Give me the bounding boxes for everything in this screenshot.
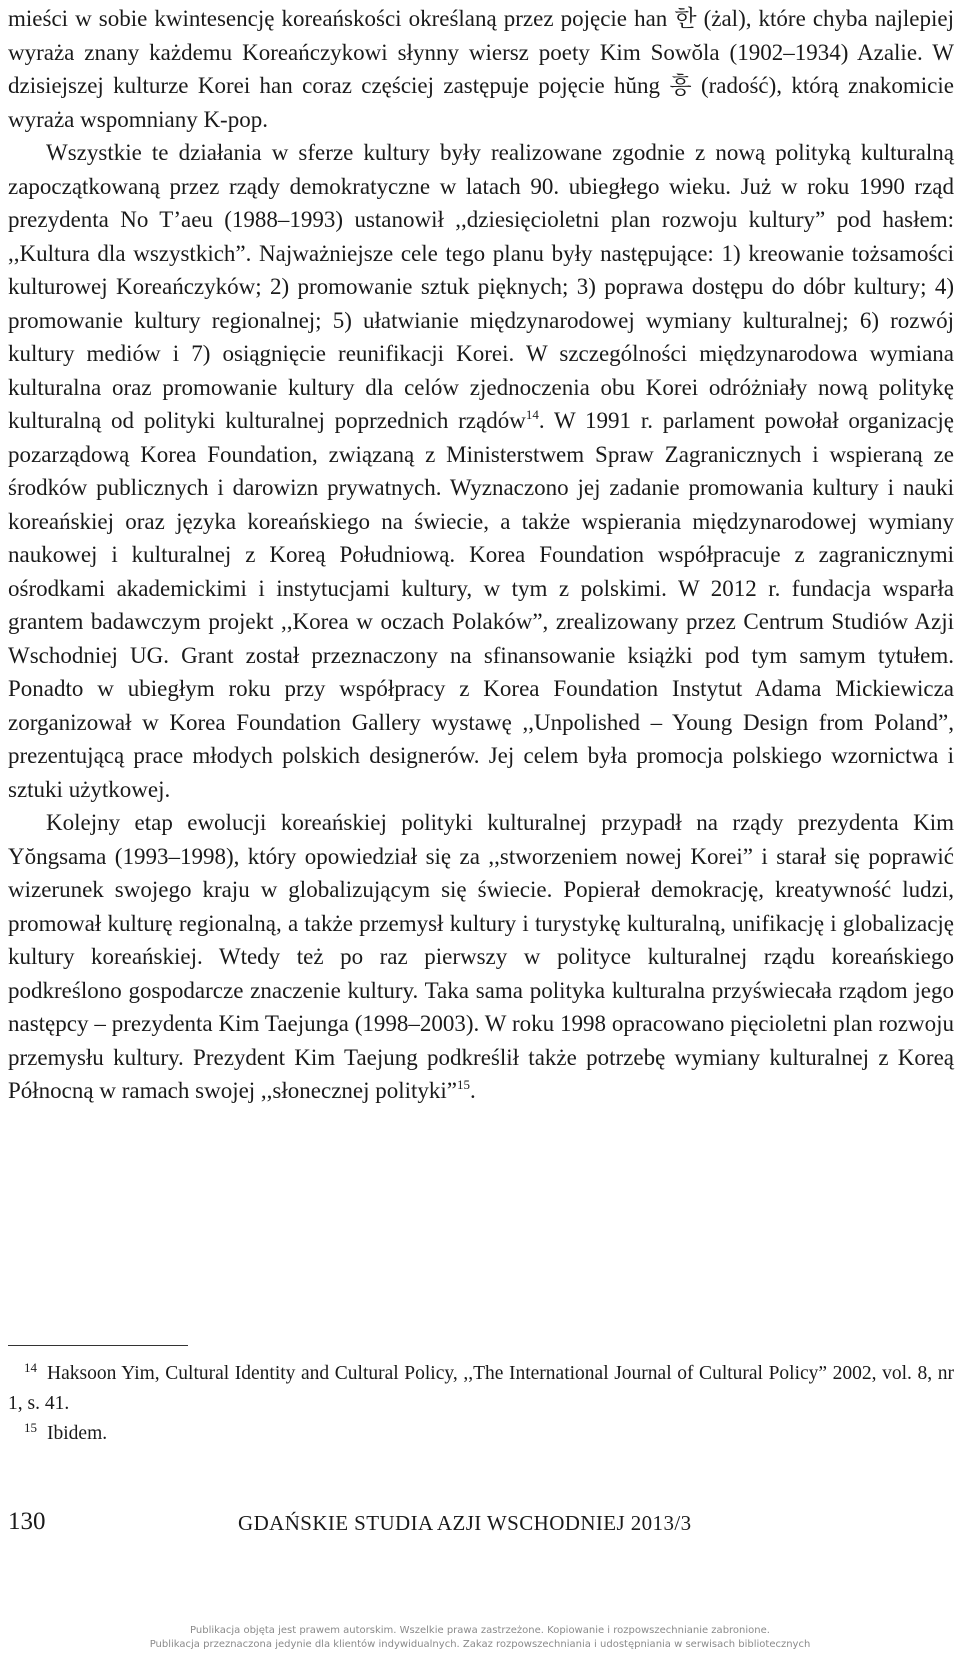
page-body: [8, 0, 954, 1108]
paragraph-3-text: Kolejny etap ewolucji koreańskiej polityki kulturalnej przypadł na rządy prezydenta Kim Yŏngsama (1993–1998), który opowiedział się za ,,stworzeniem nowej Korei” i starał się poprawić wizerunek swojego kraju w globalizującym się świecie. Popierał demokrację, kreatywność ludzi, promował kulturę regionalną, a także przemysł kultury i turystykę kulturalną, unifikację i globalizację kultury koreańskiej. Wtedy też po raz pierwszy w polityce kulturalnej rządu koreańskiego podkreślono gospodarcze znaczenie kultury. Taka sama polityka kulturalna przyświecała rządom jego następcy – prezydenta Kim Taejunga (1998–2003). W roku 1998 opracowano pięcioletni plan rozwoju przemysłu kultury. Prezydent Kim Taejung podkreślił także potrzebę wymiany kulturalnej z Koreą Północną w ramach swojej ,,słonecznej polityki”: [8, 810, 954, 1103]
running-footer: [8, 1508, 954, 1540]
footnote-ref-14[interactable]: 14: [525, 407, 539, 422]
journal-title: GDAŃSKIE STUDIA AZJI WSCHODNIEJ 2013/3: [238, 1511, 692, 1535]
footnote-ref-15[interactable]: 15: [457, 1077, 471, 1092]
paragraph-2-text: Wszystkie te działania w sferze kultury były realizowane zgodnie z nową polityką kulturalną zapoczątkowaną przez rządy demokratyczne w latach 90. ubiegłego wieku. Już w roku 1990 rząd prezydenta No T’aeu (1988–1993) ustanowił ,,dziesięcioletni plan rozwoju kultury” pod hasłem: ,,Kultura dla wszystkich”. Najważniejsze cele tego planu były następujące: 1) kreowanie tożsamości kulturowej Koreańczyków; 2) promowanie sztuk pięknych; 3) poprawa dostępu do dóbr kultury; 4) promowanie kultury regionalnej; 5) ułatwianie międzynarodowej wymiany kulturalnej; 6) rozwój kultury mediów i 7) osiągnięcie reunifikacji Korei. W szczególności międzynarodowa wymiana kulturalna oraz promowanie kultury dla celów zjednoczenia obu Korei odróżniały nową politykę kulturalną od polityki kulturalnej poprzednich rządów: [8, 140, 954, 433]
footnote-divider: [8, 1345, 188, 1346]
footnotes: [8, 1359, 954, 1449]
footnote-number: 14: [24, 1360, 37, 1375]
footnote-15: [8, 1419, 954, 1449]
footnote-text: Haksoon Yim, Cultural Identity and Cultural Policy, ,,The International Journal of Cultural Policy” 2002, vol. 8, nr 1, s. 41.: [8, 1363, 954, 1414]
paragraph-2-continuation: . W 1991 r. parlament powołał organizację pozarządową Korea Foundation, związaną z Ministerstwem Spraw Zagranicznych i wspieraną ze środków publicznych i darowizn prywatnych. Wyznaczono jej zadanie promowania kultury i nauki koreańskiej oraz języka koreańskiego na świecie, a także wspierania międzynarodowej wymiany naukowej i kulturalnej z Koreą Południową. Korea Foundation współpracuje z zagranicznymi ośrodkami akademickimi i instytucjami kultury, w tym z polskimi. W 2012 r. fundacja wsparła grantem badawczym projekt ,,Korea w oczach Polaków”, zrealizowany przez Centrum Studiów Azji Wschodniej UG. Grant został przeznaczony na sfinansowanie książki pod tym samym tytułem. Ponadto w ubiegłym roku przy współpracy z Korea Foundation Instytut Adama Mickiewicza zorganizował w Korea Foundation Gallery wystawę ,,Unpolished – Young Design from Poland”, prezentującą prace młodych polskich designerów. Jej celem była promocja polskiego wzornictwa i sztuki użytkowej.: [8, 408, 954, 802]
footnote-text: Ibidem.: [47, 1423, 108, 1444]
paragraph-3: [8, 806, 954, 1108]
distribution-notice: Publikacja przeznaczona jedynie dla klientów indywidualnych. Zakaz rozpowszechniania i udostępniania w serwisach bibliotecznych: [149, 1639, 811, 1650]
paragraph-3-end: .: [470, 1078, 476, 1103]
footnote-14: [8, 1359, 954, 1419]
paragraph-1: mieści w sobie kwintesencję koreańskości określaną przez pojęcie han 한 (żal), które chyba najlepiej wyraża znany każdemu Koreańczykowi słynny wiersz poety Kim Sowŏla (1902–1934) Azalie. W dzisiejszej kulturze Korei han coraz częściej zastępuje pojęcie hŭng 흥 (radość), którą znakomicie wyraża wspomniany K-pop.: [8, 6, 954, 132]
page-number: 130: [8, 1508, 46, 1535]
copyright-notice: Publikacja objęta jest prawem autorskim. Wszelkie prawa zastrzeżone. Kopiowanie i rozpowszechnianie zabronione.: [190, 1625, 770, 1636]
paragraph-2: [8, 136, 954, 806]
footnote-number: 15: [24, 1420, 37, 1435]
